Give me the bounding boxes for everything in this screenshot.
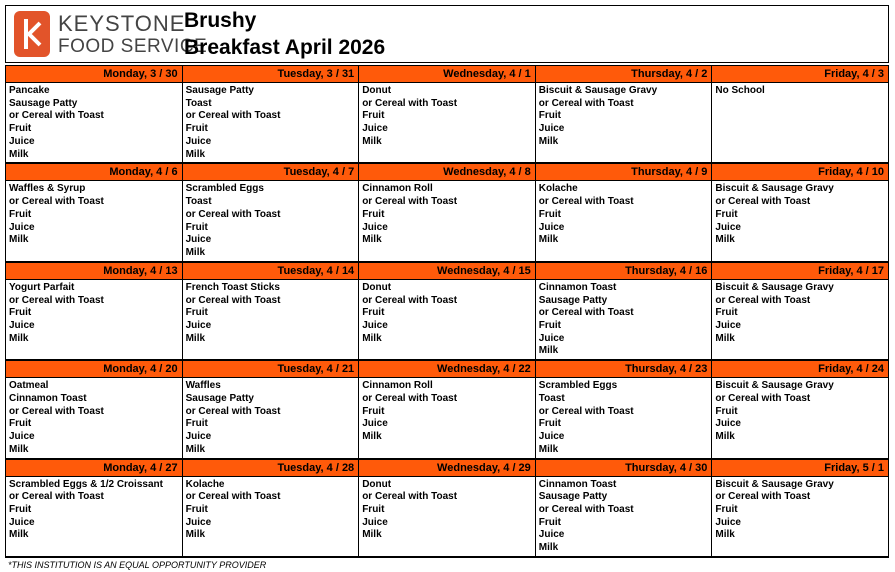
menu-item: Milk: [538, 135, 559, 147]
day-date-header: Monday, 3 / 30: [6, 66, 182, 83]
day-date-header: Wednesday, 4 / 22: [359, 361, 535, 378]
menu-item: or Cereal with Toast: [715, 491, 811, 503]
menu-item: or Cereal with Toast: [538, 97, 634, 109]
menu-item: Fruit: [362, 504, 385, 515]
day-date-header: Tuesday, 4 / 14: [183, 263, 359, 280]
day-cell: [6, 460, 183, 558]
menu-item: or Cereal with Toast: [9, 196, 104, 208]
menu-item: Fruit: [362, 110, 385, 122]
menu-items: [712, 280, 888, 346]
menu-item: or Cereal with Toast: [362, 294, 458, 306]
menu-item: or Cereal with Toast: [362, 392, 458, 404]
day-date-header: Wednesday, 4 / 29: [359, 460, 535, 477]
menu-item: Juice: [185, 431, 212, 442]
menu-item: Milk: [538, 443, 559, 455]
day-cell: [712, 164, 889, 262]
menu-item: or Cereal with Toast: [715, 294, 811, 306]
day-date-header: Thursday, 4 / 2: [536, 66, 712, 83]
menu-item: Milk: [9, 148, 29, 160]
menu-items: [6, 280, 182, 346]
menu-item: Fruit: [715, 405, 738, 417]
day-cell: [183, 66, 360, 164]
menu-item: Fruit: [9, 123, 32, 135]
menu-item: Scrambled Eggs & 1/2 Croissant: [9, 478, 163, 490]
menu-item: Juice: [9, 221, 35, 233]
menu-item: Juice: [715, 418, 741, 430]
menu-item: Milk: [185, 246, 206, 258]
menu-item: Waffles & Syrup: [9, 183, 86, 195]
menu-items: [6, 378, 182, 456]
menu-item: or Cereal with Toast: [9, 294, 104, 306]
menu-item: Donut: [362, 281, 392, 293]
menu-items: [536, 477, 712, 555]
day-date-header: Friday, 4 / 10: [712, 164, 888, 181]
logo-text-line1: KEYSTONE: [58, 11, 186, 36]
menu-item: or Cereal with Toast: [362, 97, 458, 109]
menu-item: Biscuit & Sausage Gravy: [715, 281, 834, 293]
menu-item: or Cereal with Toast: [9, 110, 104, 122]
menu-item: Juice: [715, 221, 741, 233]
menu-item: Milk: [185, 332, 206, 344]
menu-item: or Cereal with Toast: [538, 405, 634, 417]
menu-item: Juice: [9, 135, 35, 147]
menu-header: [5, 5, 889, 63]
menu-item: Fruit: [9, 307, 32, 319]
menu-item: Yogurt Parfait: [9, 281, 75, 293]
footer-note: *THIS INSTITUTION IS AN EQUAL OPPORTUNITY PROVIDER: [8, 560, 267, 570]
day-cell: [183, 361, 360, 459]
menu-item: Milk: [715, 332, 735, 344]
day-cell: [6, 263, 183, 361]
day-cell: [536, 361, 713, 459]
menu-items: [183, 83, 359, 161]
menu-item: or Cereal with Toast: [9, 405, 104, 417]
menu-item: Juice: [715, 516, 741, 528]
menu-item: Fruit: [715, 504, 738, 515]
day-cell: [536, 66, 713, 164]
menu-item: Toast: [185, 97, 212, 109]
day-date-header: Friday, 5 / 1: [712, 460, 888, 477]
menu-item: Milk: [715, 529, 735, 541]
menu-item: No School: [715, 85, 765, 96]
menu-item: French Toast Sticks: [185, 281, 280, 293]
menu-item: Juice: [9, 319, 35, 331]
menu-item: Fruit: [185, 221, 208, 233]
day-date-header: Tuesday, 4 / 28: [183, 460, 359, 477]
menu-item: Juice: [9, 516, 35, 528]
menu-item: or Cereal with Toast: [715, 196, 811, 208]
menu-item: Juice: [185, 234, 212, 246]
menu-item: Kolache: [185, 478, 225, 490]
day-date-header: Thursday, 4 / 16: [536, 263, 712, 280]
menu-item: Fruit: [362, 307, 385, 319]
menu-items: [6, 83, 182, 161]
menu-item: Toast: [538, 392, 565, 404]
menu-item: Cinnamon Roll: [362, 183, 433, 195]
day-cell: [359, 164, 536, 262]
day-cell: [712, 361, 889, 459]
day-date-header: Friday, 4 / 24: [712, 361, 888, 378]
menu-item: Juice: [362, 516, 388, 528]
menu-item: Kolache: [538, 183, 578, 195]
menu-item: Milk: [362, 529, 382, 541]
menu-item: Juice: [538, 123, 565, 135]
menu-item: Fruit: [185, 307, 208, 319]
day-cell: [359, 66, 536, 164]
menu-item: Milk: [538, 542, 559, 554]
day-date-header: Monday, 4 / 27: [6, 460, 182, 477]
menu-item: Sausage Patty: [538, 491, 608, 503]
menu-item: Fruit: [362, 208, 385, 220]
menu-item: Sausage Patty: [9, 97, 78, 109]
day-cell: [183, 460, 360, 558]
menu-item: Juice: [538, 529, 565, 541]
day-cell: [183, 164, 360, 262]
menu-item: Pancake: [9, 85, 50, 96]
menu-item: Milk: [362, 431, 382, 442]
menu-items: [183, 477, 359, 543]
menu-items: [183, 181, 359, 259]
menu-item: Milk: [362, 234, 382, 246]
menu-item: Milk: [185, 148, 206, 160]
menu-item: Milk: [9, 529, 29, 541]
menu-item: Cinnamon Toast: [538, 478, 617, 490]
menu-item: Donut: [362, 85, 392, 96]
menu-item: or Cereal with Toast: [362, 196, 458, 208]
day-date-header: Friday, 4 / 3: [712, 66, 888, 83]
menu-item: Fruit: [538, 319, 562, 331]
school-name: Brushy: [184, 9, 257, 32]
day-date-header: Tuesday, 4 / 7: [183, 164, 359, 181]
menu-item: Waffles: [185, 380, 221, 392]
menu-item: or Cereal with Toast: [538, 504, 634, 515]
menu-item: Fruit: [715, 307, 738, 319]
day-cell: [536, 164, 713, 262]
menu-item: Juice: [185, 135, 212, 147]
menu-item: Fruit: [185, 123, 208, 135]
menu-item: or Cereal with Toast: [185, 294, 281, 306]
menu-item: Scrambled Eggs: [538, 380, 618, 392]
menu-item: Fruit: [185, 504, 208, 515]
menu-item: Cinnamon Toast: [9, 392, 87, 404]
menu-item: Biscuit & Sausage Gravy: [715, 380, 834, 392]
day-date-header: Monday, 4 / 20: [6, 361, 182, 378]
menu-items: [359, 83, 535, 149]
menu-item: Juice: [185, 319, 212, 331]
menu-item: Juice: [9, 431, 35, 442]
menu-item: Fruit: [9, 208, 32, 220]
menu-items: [359, 378, 535, 444]
menu-title: Breakfast April 2026: [184, 36, 386, 59]
day-date-header: Wednesday, 4 / 1: [359, 66, 535, 83]
menu-item: Milk: [362, 135, 382, 147]
menu-item: Toast: [185, 196, 212, 208]
menu-items: [6, 477, 182, 543]
menu-items: [536, 378, 712, 456]
menu-item: or Cereal with Toast: [362, 491, 458, 503]
day-cell: [359, 263, 536, 361]
menu-item: or Cereal with Toast: [185, 491, 281, 503]
menu-item: Fruit: [538, 110, 562, 122]
day-cell: [6, 66, 183, 164]
day-cell: [359, 361, 536, 459]
menu-items: [6, 181, 182, 247]
menu-item: Milk: [715, 234, 735, 246]
day-cell: [712, 460, 889, 558]
menu-item: Sausage Patty: [538, 294, 608, 306]
menu-item: Milk: [185, 443, 206, 455]
menu-item: Juice: [715, 319, 741, 331]
menu-item: Milk: [538, 345, 559, 357]
menu-items: [359, 280, 535, 346]
menu-item: or Cereal with Toast: [715, 392, 811, 404]
menu-items: [712, 477, 888, 543]
menu-items: [536, 280, 712, 358]
menu-items: [536, 181, 712, 247]
menu-item: Fruit: [185, 418, 208, 430]
day-cell: [183, 263, 360, 361]
menu-item: Biscuit & Sausage Gravy: [715, 478, 834, 490]
day-date-header: Wednesday, 4 / 8: [359, 164, 535, 181]
menu-item: Oatmeal: [9, 380, 49, 392]
day-cell: [536, 263, 713, 361]
day-cell: [359, 460, 536, 558]
menu-calendar-grid: [5, 65, 889, 558]
menu-item: or Cereal with Toast: [185, 110, 281, 122]
menu-item: or Cereal with Toast: [9, 491, 104, 503]
day-date-header: Thursday, 4 / 9: [536, 164, 712, 181]
day-date-header: Wednesday, 4 / 15: [359, 263, 535, 280]
menu-item: Juice: [538, 221, 565, 233]
menu-item: Fruit: [538, 208, 562, 220]
menu-item: Fruit: [362, 405, 385, 417]
menu-item: Donut: [362, 478, 392, 490]
menu-item: Cinnamon Roll: [362, 380, 433, 392]
menu-items: [359, 181, 535, 247]
menu-item: or Cereal with Toast: [185, 208, 281, 220]
menu-items: [183, 280, 359, 346]
menu-item: Juice: [362, 418, 388, 430]
menu-item: Juice: [538, 332, 565, 344]
menu-item: Milk: [715, 431, 735, 442]
menu-item: Fruit: [538, 516, 562, 528]
day-date-header: Thursday, 4 / 30: [536, 460, 712, 477]
menu-item: Juice: [362, 123, 388, 135]
day-date-header: Monday, 4 / 13: [6, 263, 182, 280]
day-date-header: Tuesday, 4 / 21: [183, 361, 359, 378]
menu-item: Fruit: [9, 418, 32, 430]
menu-item: Juice: [362, 319, 388, 331]
menu-item: Milk: [538, 234, 559, 246]
menu-items: [712, 181, 888, 247]
menu-item: Sausage Patty: [185, 392, 254, 404]
day-cell: [712, 263, 889, 361]
day-date-header: Friday, 4 / 17: [712, 263, 888, 280]
menu-item: Milk: [185, 529, 206, 541]
day-date-header: Monday, 4 / 6: [6, 164, 182, 181]
logo-text-line2: FOOD SERVICE: [58, 36, 208, 57]
menu-items: [536, 83, 712, 149]
menu-item: Cinnamon Toast: [538, 281, 617, 293]
menu-item: Fruit: [715, 208, 738, 220]
menu-item: Biscuit & Sausage Gravy: [715, 183, 834, 195]
menu-item: or Cereal with Toast: [185, 405, 281, 417]
k-logo-icon: [14, 11, 50, 57]
day-cell: [6, 361, 183, 459]
menu-item: Juice: [185, 516, 212, 528]
menu-item: Milk: [9, 234, 29, 246]
menu-item: Scrambled Eggs: [185, 183, 264, 195]
menu-item: or Cereal with Toast: [538, 196, 634, 208]
menu-items: [183, 378, 359, 456]
day-cell: [712, 66, 889, 164]
menu-item: Juice: [362, 221, 388, 233]
day-cell: [6, 164, 183, 262]
menu-item: Milk: [9, 443, 29, 455]
day-date-header: Tuesday, 3 / 31: [183, 66, 359, 83]
menu-item: Juice: [538, 431, 565, 442]
day-date-header: Thursday, 4 / 23: [536, 361, 712, 378]
menu-item: Biscuit & Sausage Gravy: [538, 85, 658, 96]
menu-item: or Cereal with Toast: [538, 307, 634, 319]
menu-item: Milk: [9, 332, 29, 344]
menu-item: Fruit: [538, 418, 562, 430]
menu-item: Milk: [362, 332, 382, 344]
menu-item: Sausage Patty: [185, 85, 254, 96]
menu-items: [359, 477, 535, 543]
menu-items: [712, 378, 888, 444]
menu-items: [712, 83, 888, 98]
day-cell: [536, 460, 713, 558]
menu-item: Fruit: [9, 504, 32, 515]
